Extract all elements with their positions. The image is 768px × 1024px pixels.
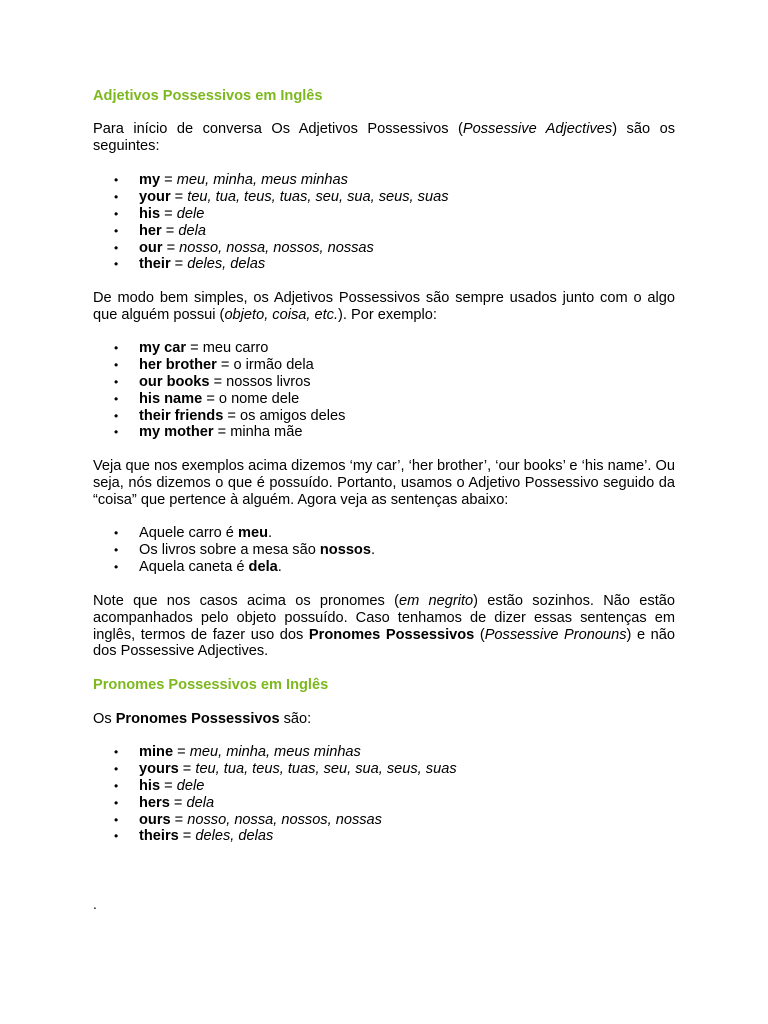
list-item: • her = dela bbox=[93, 223, 449, 240]
note-paragraph: Note que nos casos acima os pronomes (em negrito) estão sozinhos. Não estão acompanhados pelo objeto possuído. Caso tenhamos de dizer essas sentenças em inglês, termos de fazer uso dos Pronomes Possessivos (Possessive Pronouns) e não dos Possessive Adjectives. bbox=[93, 593, 676, 660]
list-item: • hers = dela bbox=[93, 795, 457, 812]
list-item: • his = dele bbox=[93, 778, 457, 795]
list-item: • his = dele bbox=[93, 206, 449, 223]
list-item: • Aquele carro é meu. bbox=[93, 525, 375, 542]
list-item: • mine = meu, minha, meus minhas bbox=[93, 744, 457, 761]
list-item: • Aquela caneta é dela. bbox=[93, 559, 375, 576]
list-item: • our = nosso, nossa, nossos, nossas bbox=[93, 240, 449, 257]
explanation-paragraph: Veja que nos exemplos acima dizemos ‘my car’, ‘her brother’, ‘our books’ e ‘his name’. Ou seja, nós dizemos o que é possuído. Portanto, usamos o Adjetivo Possessivo seguido da “coisa” que pertence à alguém. Agora veja as sentenças abaixo: bbox=[93, 458, 675, 508]
list-item: • my car = meu carro bbox=[93, 340, 345, 357]
section-heading-possessive-pronouns: Pronomes Possessivos em Inglês bbox=[93, 677, 329, 693]
possessive-pronouns-list bbox=[93, 744, 457, 845]
list-item: • her brother = o irmão dela bbox=[93, 357, 345, 374]
list-item: • yours = teu, tua, teus, tuas, seu, sua, seus, suas bbox=[93, 761, 457, 778]
usage-paragraph: De modo bem simples, os Adjetivos Possessivos são sempre usados junto com o algo que alguém possui (objeto, coisa, etc.). Por exemplo: bbox=[93, 290, 675, 323]
list-item: • ours = nosso, nossa, nossos, nossas bbox=[93, 812, 457, 829]
intro-paragraph: Para início de conversa Os Adjetivos Possessivos (Possessive Adjectives) são os seguintes: bbox=[93, 121, 675, 154]
section-heading-possessive-adjectives: Adjetivos Possessivos em Inglês bbox=[93, 88, 323, 104]
possessive-adjectives-list bbox=[93, 172, 449, 273]
sentences-list bbox=[93, 525, 375, 576]
list-item: • my mother = minha mãe bbox=[93, 424, 345, 441]
trailing-period: . bbox=[93, 896, 97, 912]
list-item: • their = deles, delas bbox=[93, 256, 449, 273]
list-item: • their friends = os amigos deles bbox=[93, 408, 345, 425]
pronouns-intro-paragraph: Os Pronomes Possessivos são: bbox=[93, 711, 312, 727]
list-item: • my = meu, minha, meus minhas bbox=[93, 172, 449, 189]
list-item: • his name = o nome dele bbox=[93, 391, 345, 408]
list-item: • Os livros sobre a mesa são nossos. bbox=[93, 542, 375, 559]
examples-list bbox=[93, 340, 345, 441]
list-item: • your = teu, tua, teus, tuas, seu, sua, seus, suas bbox=[93, 189, 449, 206]
list-item: • our books = nossos livros bbox=[93, 374, 345, 391]
list-item: • theirs = deles, delas bbox=[93, 828, 457, 845]
